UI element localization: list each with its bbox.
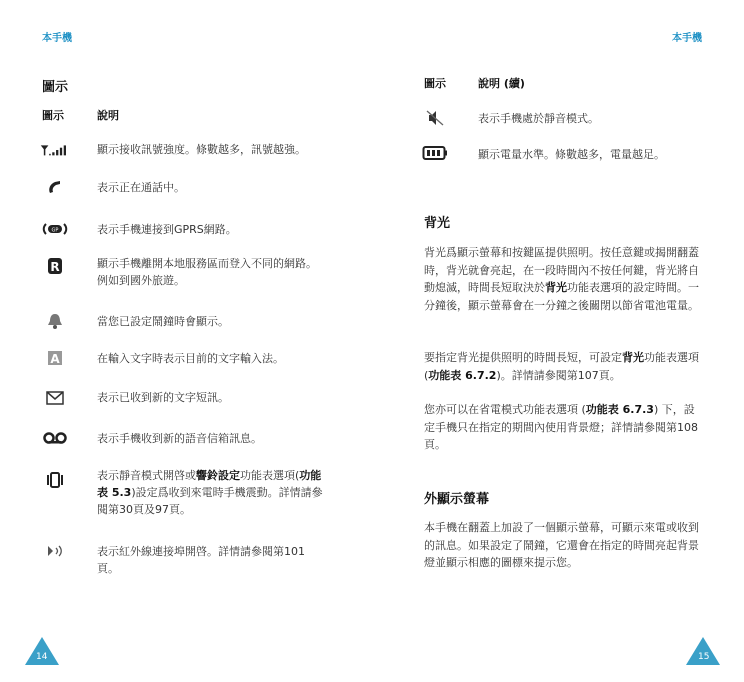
row-text-vibrate: 表示靜音模式開啓或響鈴設定功能表選項(功能表 5.3)設定爲收到來電時手機震動。詳情請參閱第30頁及97頁。 bbox=[97, 469, 323, 516]
column-header-icon: 圖示 bbox=[42, 109, 64, 122]
silent-mode-icon bbox=[422, 108, 448, 128]
row-text-message: 表示已收到新的文字短訊。 bbox=[97, 391, 229, 404]
gprs-icon bbox=[42, 219, 68, 239]
backlight-paragraph-3: 您亦可以在省電模式功能表選項 (功能表 6.7.3) 下，設定手機只在指定的期間內使用背景燈；詳情請參閱第108頁。 bbox=[424, 403, 698, 451]
call-in-progress-icon bbox=[42, 177, 68, 197]
row-text-infrared: 表示紅外線連接埠開啓。詳情請參閱第101頁。 bbox=[97, 545, 305, 575]
svg-text:GP: GP bbox=[51, 227, 59, 234]
new-message-icon bbox=[42, 388, 68, 408]
row-text-roaming: 顯示手機離開本地服務區而登入不同的網路。例如到國外旅遊。 bbox=[97, 257, 317, 287]
page-number-badge-right bbox=[685, 636, 721, 666]
text-input-mode-icon bbox=[42, 348, 68, 368]
row-text-silent: 表示手機處於靜音模式。 bbox=[478, 112, 599, 125]
battery-icon bbox=[422, 143, 448, 163]
section-title-external-display: 外顯示螢幕 bbox=[424, 492, 490, 507]
section-title-backlight: 背光 bbox=[424, 216, 451, 231]
page-number-badge-left bbox=[24, 636, 60, 666]
row-text-battery: 顯示電量水準。條數越多，電量越足。 bbox=[478, 148, 665, 161]
alarm-icon bbox=[42, 311, 68, 331]
backlight-paragraph-2: 要指定背光提供照明的時間長短，可設定背光功能表選項 (功能表 6.7.2)。詳情請參閱第107頁。 bbox=[424, 351, 699, 382]
vibrate-icon bbox=[42, 470, 68, 490]
row-text-alarm: 當您已設定鬧鐘時會顯示。 bbox=[97, 315, 229, 328]
roaming-icon bbox=[42, 256, 68, 276]
voicemail-icon bbox=[42, 428, 68, 448]
row-text-gprs: 表示手機連接到GPRS網路。 bbox=[97, 223, 237, 236]
column-header-description-right: 說明 (續) bbox=[478, 77, 525, 90]
svg-text:A: A bbox=[50, 352, 60, 366]
column-header-description: 說明 bbox=[97, 109, 119, 122]
row-text-signal: 顯示接收訊號強度。條數越多，訊號越強。 bbox=[97, 143, 306, 156]
row-text-voicemail: 表示手機收到新的語音信箱訊息。 bbox=[97, 432, 262, 445]
row-text-input-mode: 在輸入文字時表示目前的文字輸入法。 bbox=[97, 352, 284, 365]
running-header-left: 本手機 bbox=[42, 33, 72, 44]
page-number-right: 15 bbox=[698, 652, 710, 662]
page-number-left: 14 bbox=[36, 652, 48, 662]
signal-strength-icon bbox=[40, 140, 66, 160]
external-display-paragraph: 本手機在翻蓋上加設了一個顯示螢幕，可顯示來電或收到的訊息。如果設定了鬧鐘，它還會在指定的時間亮起背景燈並顯示相應的圖標來提示您。 bbox=[424, 521, 699, 569]
backlight-paragraph-1: 背光爲顯示螢幕和按鍵區提供照明。按任意鍵或揭開翻蓋時，背光就會亮起，在一段時間內不按任何鍵，背光將自動熄滅，時間長短取決於背光功能表選項的設定時間。一分鐘後，顯示螢幕會在一分鐘之後關閉以節省電池電量。 bbox=[424, 246, 699, 312]
section-title-icons: 圖示 bbox=[42, 80, 69, 95]
svg-text:R: R bbox=[50, 260, 60, 274]
row-text-call: 表示正在通話中。 bbox=[97, 181, 185, 194]
running-header-right: 本手機 bbox=[672, 33, 702, 44]
column-header-icon-right: 圖示 bbox=[424, 77, 446, 90]
infrared-icon bbox=[42, 541, 68, 561]
